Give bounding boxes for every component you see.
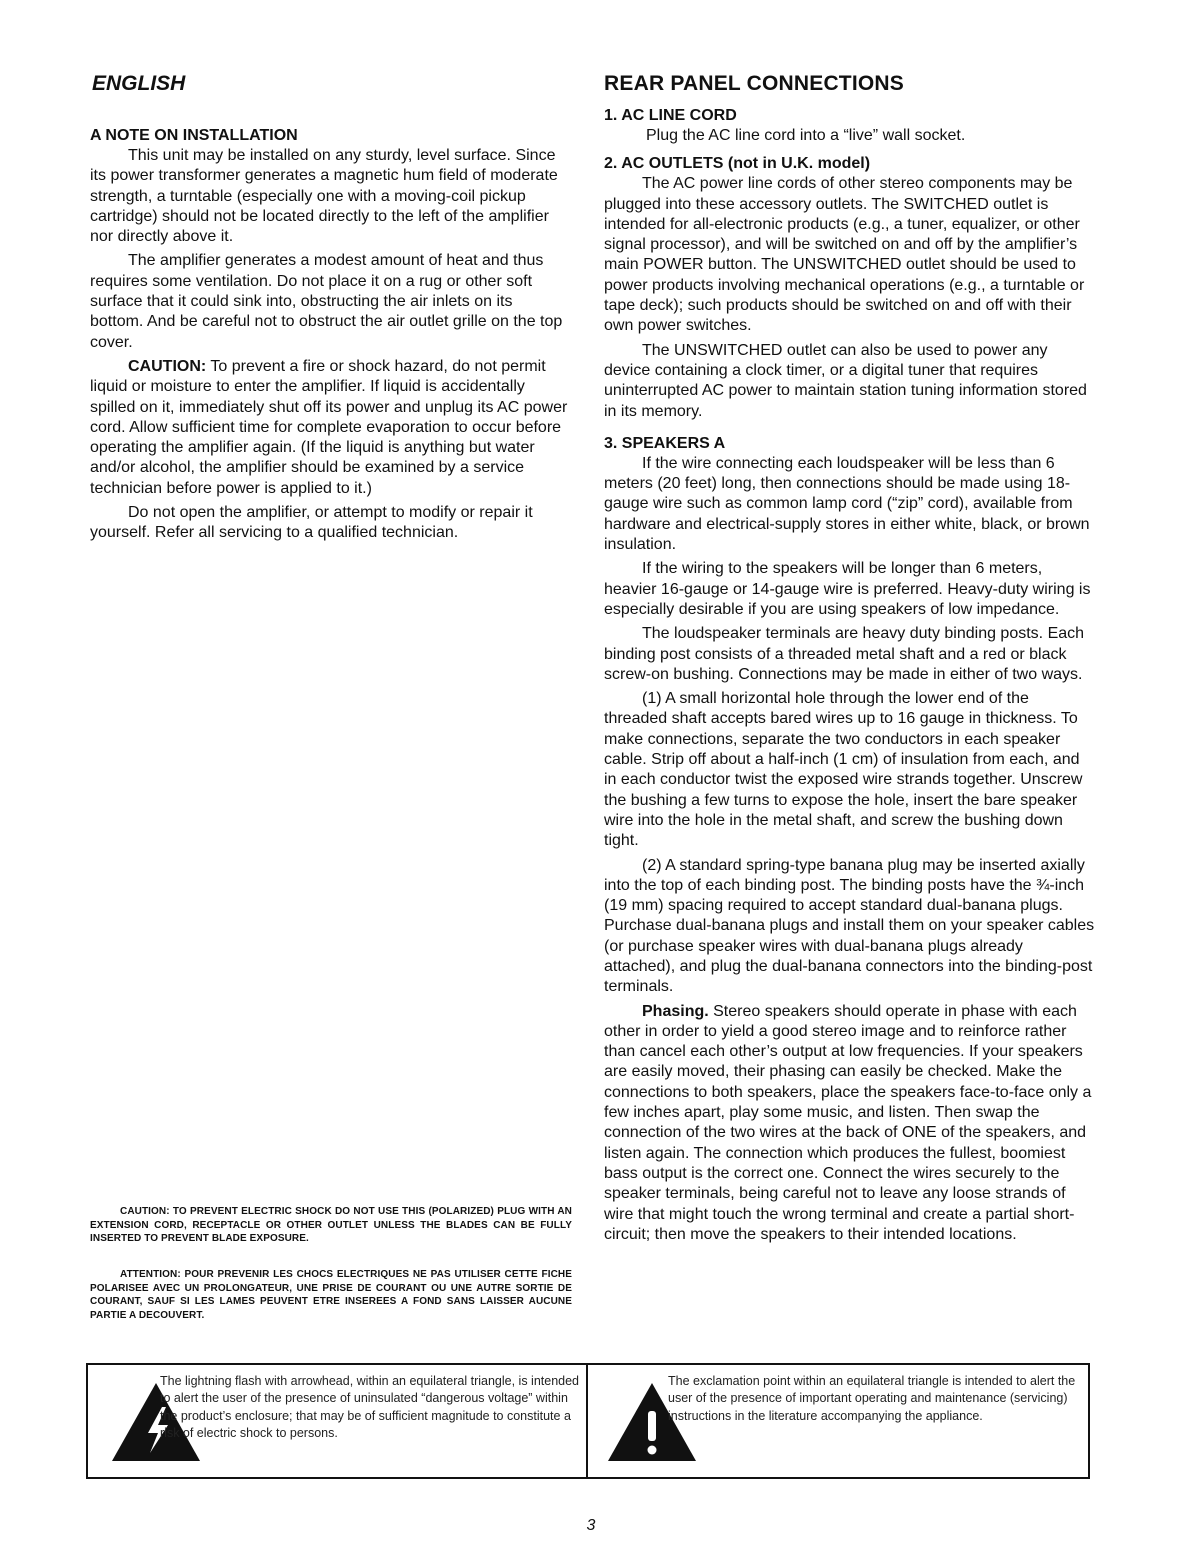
language-heading: ENGLISH <box>92 72 186 95</box>
installation-paragraph-2: The amplifier generates a modest amount of heat and thus requires some ventilation. Do not place it on a rug or other soft surface that it could sink into, obstructing the air inlets on its bottom. And be careful not to obstruct the air outlet grille on the top cover. <box>90 252 563 351</box>
phasing-text: Stereo speakers should operate in phase with each other in order to yield a good stereo image and to reinforce rather than cancel each other’s output at low frequencies. If your speakers are easily moved, their phasing can easily be checked. Make the connections to both speakers, place the speakers face-to-face only a few inches apart, play some music, and listen. Then swap the connection of the two wires at the back of ONE of the speakers, and listen again. The connection which produces the fullest, boomiest bass output is the correct one. Connect the wires securely to the speaker terminals, being careful not to leave any loose strands of wire that might touch the wrong terminal and create a partial short-circuit; then move the speakers to their intended locations. <box>604 1002 1092 1243</box>
ac-line-cord-paragraph: Plug the AC line cord into a “live” wall socket. <box>646 127 966 144</box>
right-column <box>604 72 1096 1245</box>
installation-heading: A NOTE ON INSTALLATION <box>90 127 298 144</box>
exclamation-warning-box <box>586 1363 1090 1479</box>
caution-fr-label: ATTENTION: <box>120 1269 181 1280</box>
caution-en-label: CAUTION: <box>120 1206 170 1217</box>
speakers-paragraph-5: (2) A standard spring-type banana plug may be inserted axially into the top of each binding post. The binding posts have the ¾-inch (19 mm) spacing required to accept standard dual-banana plugs. Purchase dual-banana plugs and install them on your speaker cables (or purchase speaker wires with dual-banana plugs already attached), and plug the dual-banana connectors into the binding-post terminals. <box>604 856 1095 996</box>
lightning-warning-box <box>86 1363 588 1479</box>
phasing-paragraph <box>604 1002 1096 1246</box>
phasing-label: Phasing. <box>642 1002 709 1020</box>
speakers-paragraph-2: If the wiring to the speakers will be longer than 6 meters, heavier 16-gauge or 14-gauge wire is preferred. Heavy-duty wiring is especially desirable if you are using speakers of low impedance. <box>604 560 1091 618</box>
left-column <box>90 72 570 544</box>
polarized-plug-caution-fr <box>90 1268 572 1322</box>
caution-label: CAUTION: <box>128 357 207 375</box>
speakers-paragraph-3: The loudspeaker terminals are heavy duty binding posts. Each binding post consists of a threaded metal shaft and a red or black screw-on bushing. Connections may be made in either of two ways. <box>604 625 1085 683</box>
exclamation-warning-text: The exclamation point within an equilateral triangle is intended to alert the user of the presence of important operating and maintenance (servicing) instructions in the literature accompanying the appliance. <box>668 1374 1076 1423</box>
installation-paragraph-4: Do not open the amplifier, or attempt to modify or repair it yourself. Refer all servicing to a qualified technician. <box>90 504 533 542</box>
speakers-paragraph-1: If the wire connecting each loudspeaker will be less than 6 meters (20 feet) long, then connections should be made using 18-gauge wire such as common lamp cord (“zip” cord), available from hardware and electrical-supply stores in either white, black, or brown insulation. <box>604 454 1090 554</box>
installation-caution-paragraph <box>90 357 570 499</box>
polarized-plug-caution-en <box>90 1205 572 1246</box>
speakers-paragraph-4: (1) A small horizontal hole through the lower end of the threaded shaft accepts bared wires up to 16 gauge in thickness. To make connections, separate the two conductors in each speaker cable. Strip off about a half-inch (1 cm) of insulation from each, and in each conductor twist the exposed wire strands together. Unscrew the bushing a few turns to expose the hole, insert the bare speaker wire into the hole in the metal shaft, and screw the bushing down tight. <box>604 690 1083 850</box>
lightning-warning-text: The lightning flash with arrowhead, within an equilateral triangle, is intended to alert the user of the presence of uninsulated “dangerous voltage” within the product’s enclosure; that may be of sufficient magnitude to constitute a risk of electric shock to persons. <box>160 1374 580 1440</box>
page-number: 3 <box>586 1517 596 1534</box>
ac-outlets-paragraph-1: The AC power line cords of other stereo components may be plugged into these accessory outlets. The SWITCHED outlet is intended for all-electronic products (e.g., a tuner, equalizer, or other signal processor), and will be switched on and off by the amplifier’s main POWER button. The UNSWITCHED outlet should be used to power products involving mechanical operations (e.g., a turntable or tape deck); such products should be switched on and off with their own power switches. <box>604 175 1085 335</box>
ac-line-cord-heading: 1. AC LINE CORD <box>604 107 737 124</box>
installation-paragraph-1: This unit may be installed on any sturdy, level surface. Since its power transformer generates a magnetic hum field of moderate strength, a turntable (especially one with a moving-coil pickup cartridge) should not be located directly to the left of the amplifier nor directly above it. <box>90 147 558 246</box>
speakers-heading: 3. SPEAKERS A <box>604 434 726 452</box>
ac-outlets-heading: 2. AC OUTLETS (not in U.K. model) <box>604 155 871 173</box>
ac-outlets-paragraph-2: The UNSWITCHED outlet can also be used to power any device containing a clock timer, or a digital tuner that requires uninterrupted AC power to maintain station tuning information stored in its memory. <box>604 341 1087 420</box>
caution-fr-text: POUR PREVENIR LES CHOCS ELECTRIQUES NE PAS UTILISER CETTE FICHE POLARISEE AVEC UN PROLONGATEUR, UNE PRISE DE COURANT OU UNE AUTRE SORTIE DE COURANT, SAUF SI LES LAMES PEUVENT ETRE INSEREES A FOND SANS LAISSER AUCUNE PARTIE A DECOUVERT. <box>90 1269 572 1321</box>
caution-en-text: TO PREVENT ELECTRIC SHOCK DO NOT USE THIS (POLARIZED) PLUG WITH AN EXTENSION CORD, RECEPTACLE OR OTHER OUTLET UNLESS THE BLADES CAN BE FULLY INSERTED TO PREVENT BLADE EXPOSURE. <box>90 1206 572 1244</box>
caution-text: To prevent a fire or shock hazard, do not permit liquid or moisture to enter the amplifier. If liquid is accidentally spilled on it, immediately shut off its power and unplug its AC power cord. Allow sufficient time for complete evaporation to occur before operating the amplifier again. (If the liquid is anything but water and/or alcohol, the amplifier should be examined by a service technician before power is applied to it.) <box>90 357 568 497</box>
rear-panel-heading: REAR PANEL CONNECTIONS <box>604 72 904 95</box>
